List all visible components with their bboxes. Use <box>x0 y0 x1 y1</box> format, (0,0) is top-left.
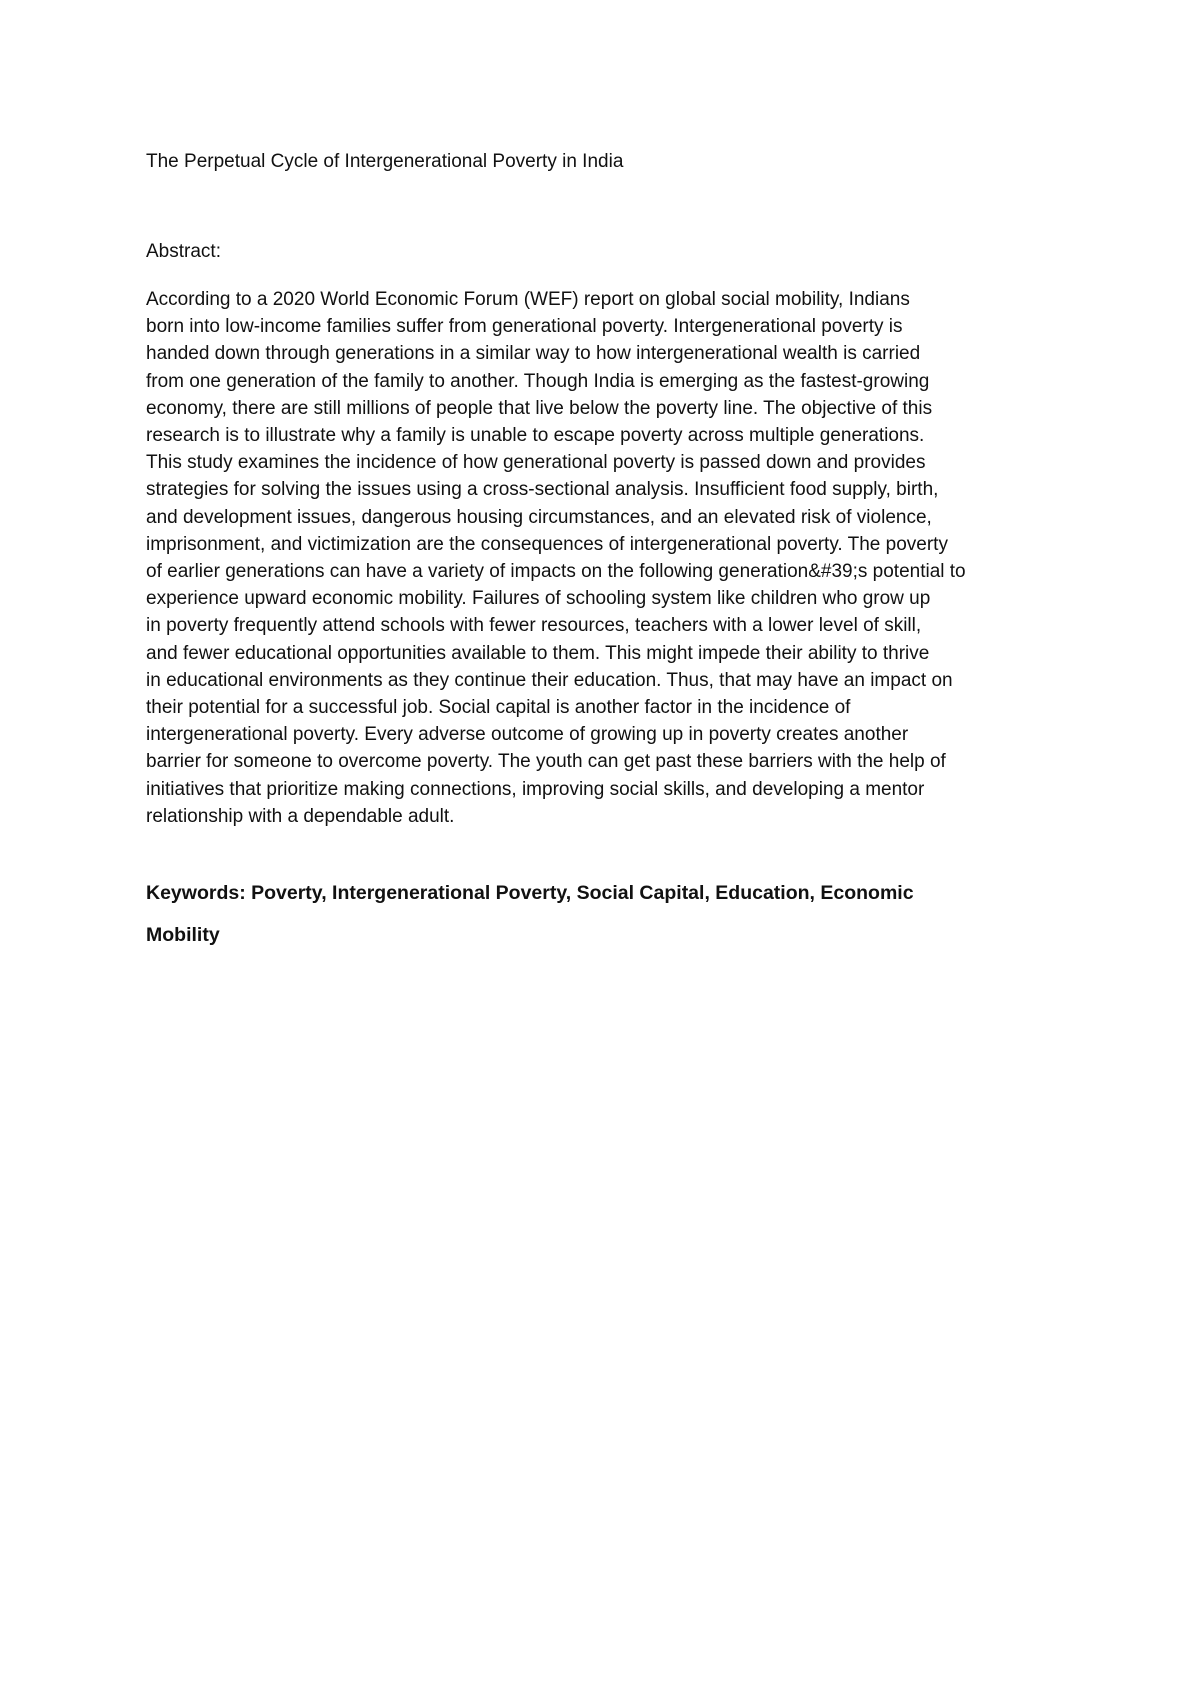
keywords-line: Keywords: Poverty, Intergenerational Poverty, Social Capital, Education, Economic <box>146 882 914 904</box>
abstract-line: According to a 2020 World Economic Forum (WEF) report on global social mobility, Indians <box>146 289 910 310</box>
abstract-line: This study examines the incidence of how generational poverty is passed down and provides <box>146 452 926 474</box>
abstract-line: research is to illustrate why a family is unable to escape poverty across multiple generations. <box>146 425 925 447</box>
abstract-line: in educational environments as they continue their education. Thus, that may have an impact on <box>146 669 953 691</box>
abstract-line: strategies for solving the issues using a cross-sectional analysis. Insufficient food supply, birth, <box>146 479 939 501</box>
abstract-line: of earlier generations can have a variety of impacts on the following generation&#39;s potential to <box>146 561 966 583</box>
abstract-heading: Abstract: <box>146 241 221 262</box>
abstract-line: handed down through generations in a similar way to how intergenerational wealth is carried <box>146 343 921 365</box>
abstract-line: barrier for someone to overcome poverty. The youth can get past these barriers with the help of <box>146 751 946 773</box>
abstract-line: intergenerational poverty. Every adverse outcome of growing up in poverty creates another <box>146 724 909 746</box>
abstract-line: and development issues, dangerous housing circumstances, and an elevated risk of violence, <box>146 506 932 528</box>
document-title: The Perpetual Cycle of Intergenerational Poverty in India <box>146 151 624 172</box>
abstract-line: from one generation of the family to another. Though India is emerging as the fastest-growing <box>146 370 930 392</box>
abstract-line: economy, there are still millions of people that live below the poverty line. The objective of this <box>146 397 933 419</box>
abstract-body <box>146 286 1066 830</box>
abstract-line: relationship with a dependable adult. <box>146 805 455 827</box>
abstract-line: born into low-income families suffer from generational poverty. Intergenerational poverty is <box>146 316 903 338</box>
keywords-line-continued: Mobility <box>146 924 220 946</box>
abstract-line: experience upward economic mobility. Failures of schooling system like children who grow up <box>146 588 931 610</box>
abstract-line: in poverty frequently attend schools with fewer resources, teachers with a lower level of skill, <box>146 615 922 637</box>
abstract-line: and fewer educational opportunities available to them. This might impede their ability to thrive <box>146 642 930 664</box>
abstract-line: imprisonment, and victimization are the consequences of intergenerational poverty. The poverty <box>146 533 948 555</box>
abstract-line: initiatives that prioritize making connections, improving social skills, and developing a mentor <box>146 778 925 800</box>
abstract-line: their potential for a successful job. Social capital is another factor in the incidence of <box>146 697 851 719</box>
